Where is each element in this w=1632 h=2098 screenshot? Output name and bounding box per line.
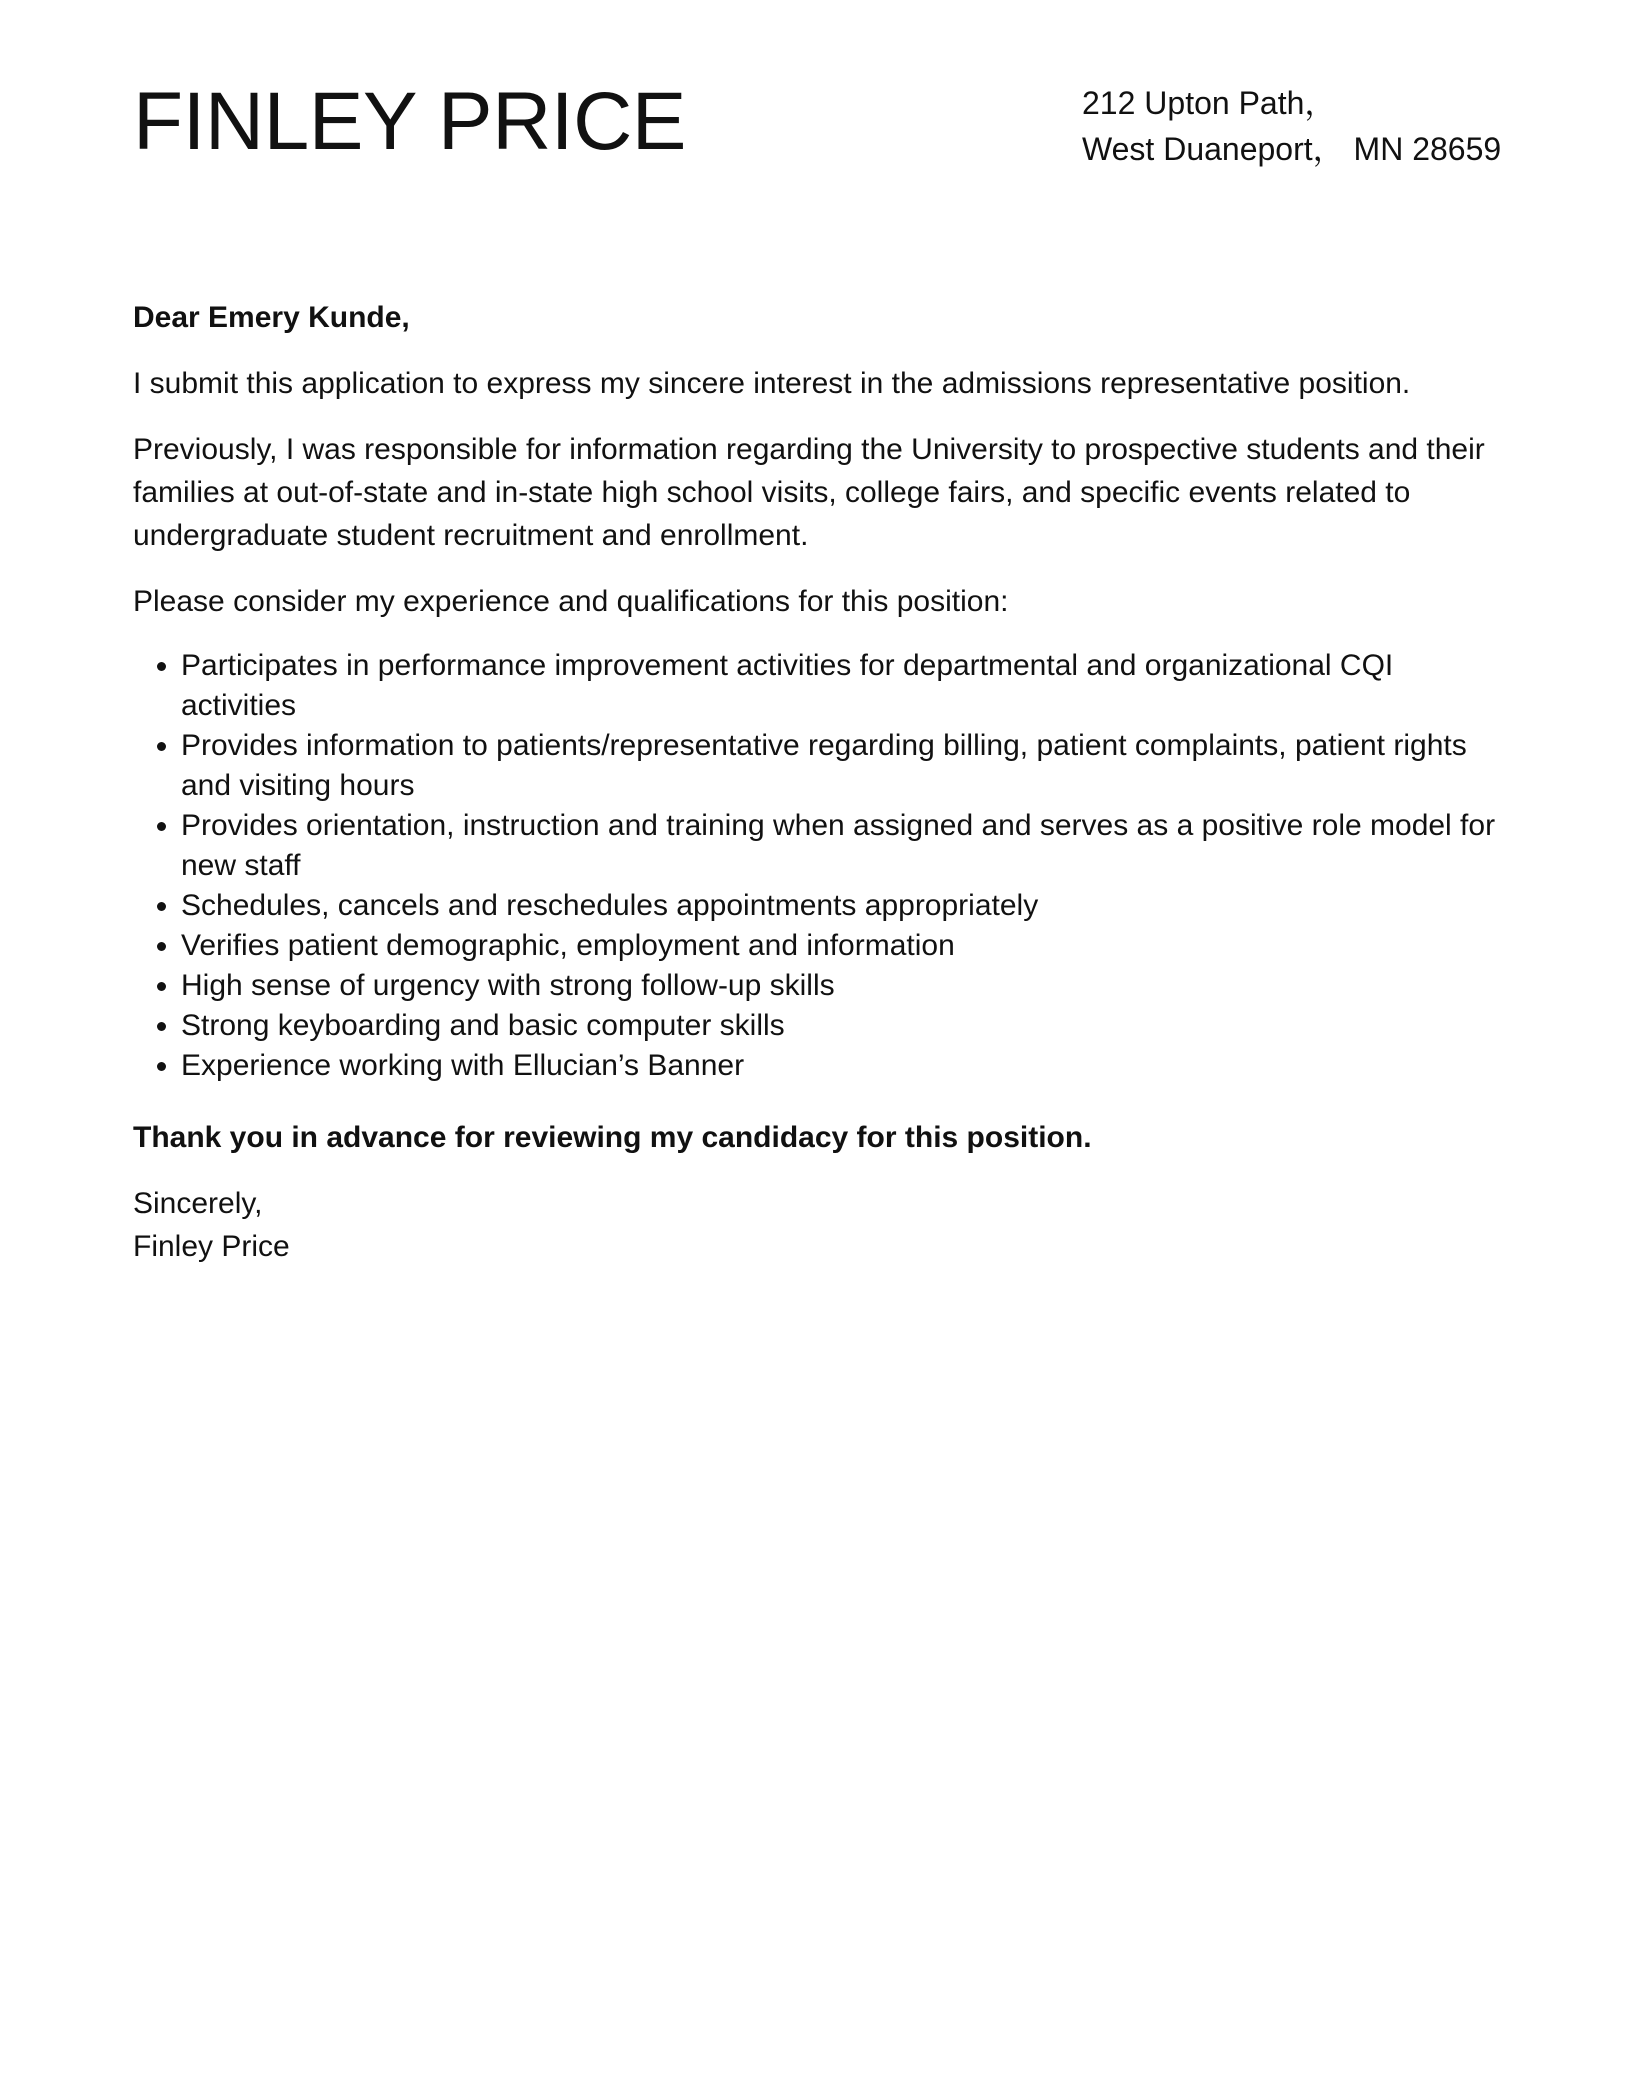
qualification-item: • Participates in performance improvement activities for departmental and organizational CQI activities (181, 646, 1503, 726)
qualification-item: • Provides information to patients/representative regarding billing, patient complaints, patient rights and visiting hours (181, 726, 1503, 806)
signature-name: Finley Price (133, 1230, 290, 1263)
qualification-item: • Verifies patient demographic, employment and information (181, 926, 1503, 966)
signoff: Sincerely, (133, 1187, 263, 1220)
address-line-2: West Duaneport， MN 28659 (1082, 131, 1502, 167)
qualification-item: • Experience working with Ellucian’s Banner (181, 1046, 1503, 1086)
experience-paragraph: Previously, I was responsible for information regarding the University to prospective students and their families at out-of-state and in-state high school visits, college fairs, and specific events related to undergraduate student recruitment and enrollment. (133, 433, 1485, 552)
address-line-1: 212 Upton Path， (1082, 85, 1337, 121)
applicant-address (1082, 80, 1501, 172)
qualification-item: • High sense of urgency with strong follow-up skills (181, 966, 1503, 1006)
letter-body (133, 296, 1503, 1268)
intro-paragraph: I submit this application to express my sincere interest in the admissions representative position. (133, 367, 1411, 400)
signoff-block (133, 1182, 1503, 1268)
qualification-item: • Provides orientation, instruction and training when assigned and serves as a positive role model for new staff (181, 806, 1503, 886)
qualifications-list (133, 646, 1503, 1086)
closing-paragraph: Thank you in advance for reviewing my candidacy for this position. (133, 1121, 1092, 1154)
qualification-item: • Schedules, cancels and reschedules appointments appropriately (181, 886, 1503, 926)
salutation: Dear Emery Kunde, (133, 301, 410, 334)
qualification-item: • Strong keyboarding and basic computer skills (181, 1006, 1503, 1046)
qualifications-intro: Please consider my experience and qualifications for this position: (133, 585, 1009, 618)
applicant-name: FINLEY PRICE (133, 76, 686, 167)
